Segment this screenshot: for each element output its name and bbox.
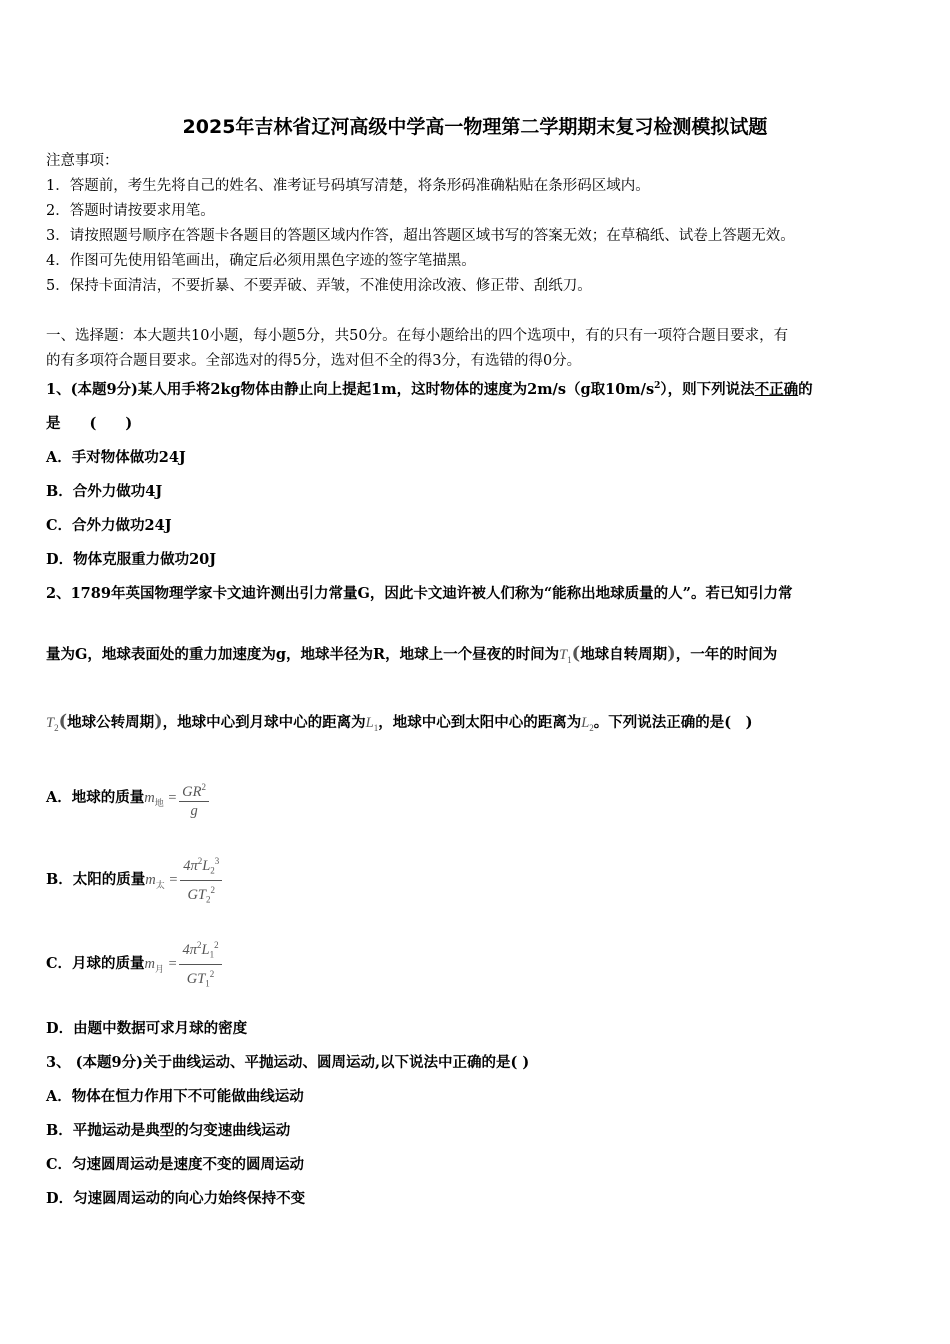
q1-option-c: C．合外力做功24J [46,517,172,534]
q2-line2-b: 地球自转周期 [580,646,668,663]
q2-option-a-text: A．地球的质量 [46,789,145,806]
question-1-stem-tail: 是 ( ) [46,415,133,432]
q1-stem-underline: 不正确 [754,380,799,398]
symbol-L2: $L_2$ [581,715,594,733]
section-intro-line-2: 的有多项符合题目要求。全部选对的得5分，选对但不全的得3分，有选错的得0分。 [46,353,582,369]
q1-stem-sup: 2 [654,381,661,391]
q3-option-d: D．匀速圆周运动的向心力始终保持不变 [46,1190,306,1207]
q2-option-b [46,850,224,915]
symbol-T2: $T_2$ [46,715,59,733]
question-2-line-3: $T_2$(地球公转周期)，地球中心到月球中心的距离为$L_1$，地球中心到太阳中心的距离为$L_2$。下列说法正确的是( ) [46,711,753,733]
q2-line3-c: ，地球中心到太阳中心的距离为 [378,714,582,731]
question-1-stem [46,376,813,400]
notice-item: 5．保持卡面清洁，不要折暴、不要弄破、弄皱，不准使用涂改液、修正带、刮纸刀。 [46,278,592,294]
q2-option-b-text: B．太阳的质量 [46,871,146,888]
q1-stem-b: ），则下列说法 [660,380,755,398]
q2-line2-a: 量为G，地球表面处的重力加速度为g，地球半径为R，地球上一个昼夜的时间为 [46,646,560,663]
notice-item: 1．答题前，考生先将自己的姓名、准考证号码填写清楚，将条形码准确粘贴在条形码区域内。 [46,178,650,194]
q2-option-a [46,770,211,831]
q2-line3-b: ，地球中心到月球中心的距离为 [162,714,366,731]
q2-line3-a: 地球公转周期 [67,714,155,731]
notice-heading: 注意事项： [46,153,119,169]
page-title: 2025年吉林省辽河高级中学高一物理第二学期期末复习检测模拟试题 [182,116,768,138]
q2-option-d: D．由题中数据可求月球的密度 [46,1020,248,1037]
question-2-line-2: 量为G，地球表面处的重力加速度为g，地球半径为R，地球上一个昼夜的时间为$T_1$(地球自转周期)，一年的时间为 [46,643,778,665]
notice-item: 2．答题时请按要求用笔。 [46,203,215,219]
q2-line3-d: 。下列说法正确的是( ) [593,714,753,731]
q3-option-a: A．物体在恒力作用下不可能做曲线运动 [46,1088,304,1105]
q2-line2-c: ，一年的时间为 [675,646,778,663]
q3-option-c: C．匀速圆周运动是速度不变的圆周运动 [46,1156,305,1173]
notice-item: 4．作图可先使用铅笔画出，确定后必须用黑色字迹的签字笔描黑。 [46,253,476,269]
symbol-L1: $L_1$ [365,715,379,733]
notice-item: 3．请按照题号顺序在答题卡各题目的答题区域内作答，超出答题区域书写的答案无效；在草稿纸、试卷上答题无效。 [46,228,795,244]
q2-option-c-text: C．月球的质量 [46,955,145,972]
q2-option-c [46,934,224,999]
question-2-line-1: 2、1789年英国物理学家卡文迪许测出引力常量G，因此卡文迪许被人们称为“能称出地球质量的人”。若已知引力常 [46,585,793,602]
section-intro-line-1: 一、选择题：本大题共10小题，每小题5分，共50分。在每小题给出的四个选项中，有的只有一项符合题目要求，有 [46,328,789,344]
formula-mass-sun: $m_太$ = $\frac{4\pi^2L_2^3}{GT_2^2}$ [145,872,224,888]
symbol-T1: $T_1$ [559,647,572,665]
q1-option-b: B．合外力做功4J [46,483,163,500]
formula-mass-moon: $m_月$ = $\frac{4\pi^2L_1^2}{GT_1^2}$ [145,956,224,972]
q1-option-d: D．物体克服重力做功20J [46,551,217,568]
q1-option-a: A．手对物体做功24J [46,449,186,466]
q1-stem-c: 的 [798,380,813,398]
q3-option-b: B．平抛运动是典型的匀变速曲线运动 [46,1122,291,1139]
q1-stem-a: 1、(本题9分)某人用手将2kg物体由静止向上提起1m，这时物体的速度为2m/s（g取10m/s [46,380,655,398]
question-3-stem: 3、 (本题9分)关于曲线运动、平抛运动、圆周运动,以下说法中正确的是( ) [46,1054,530,1071]
formula-mass-earth: $m_地$ = $\frac{GR^2}{g}$ [144,790,211,806]
